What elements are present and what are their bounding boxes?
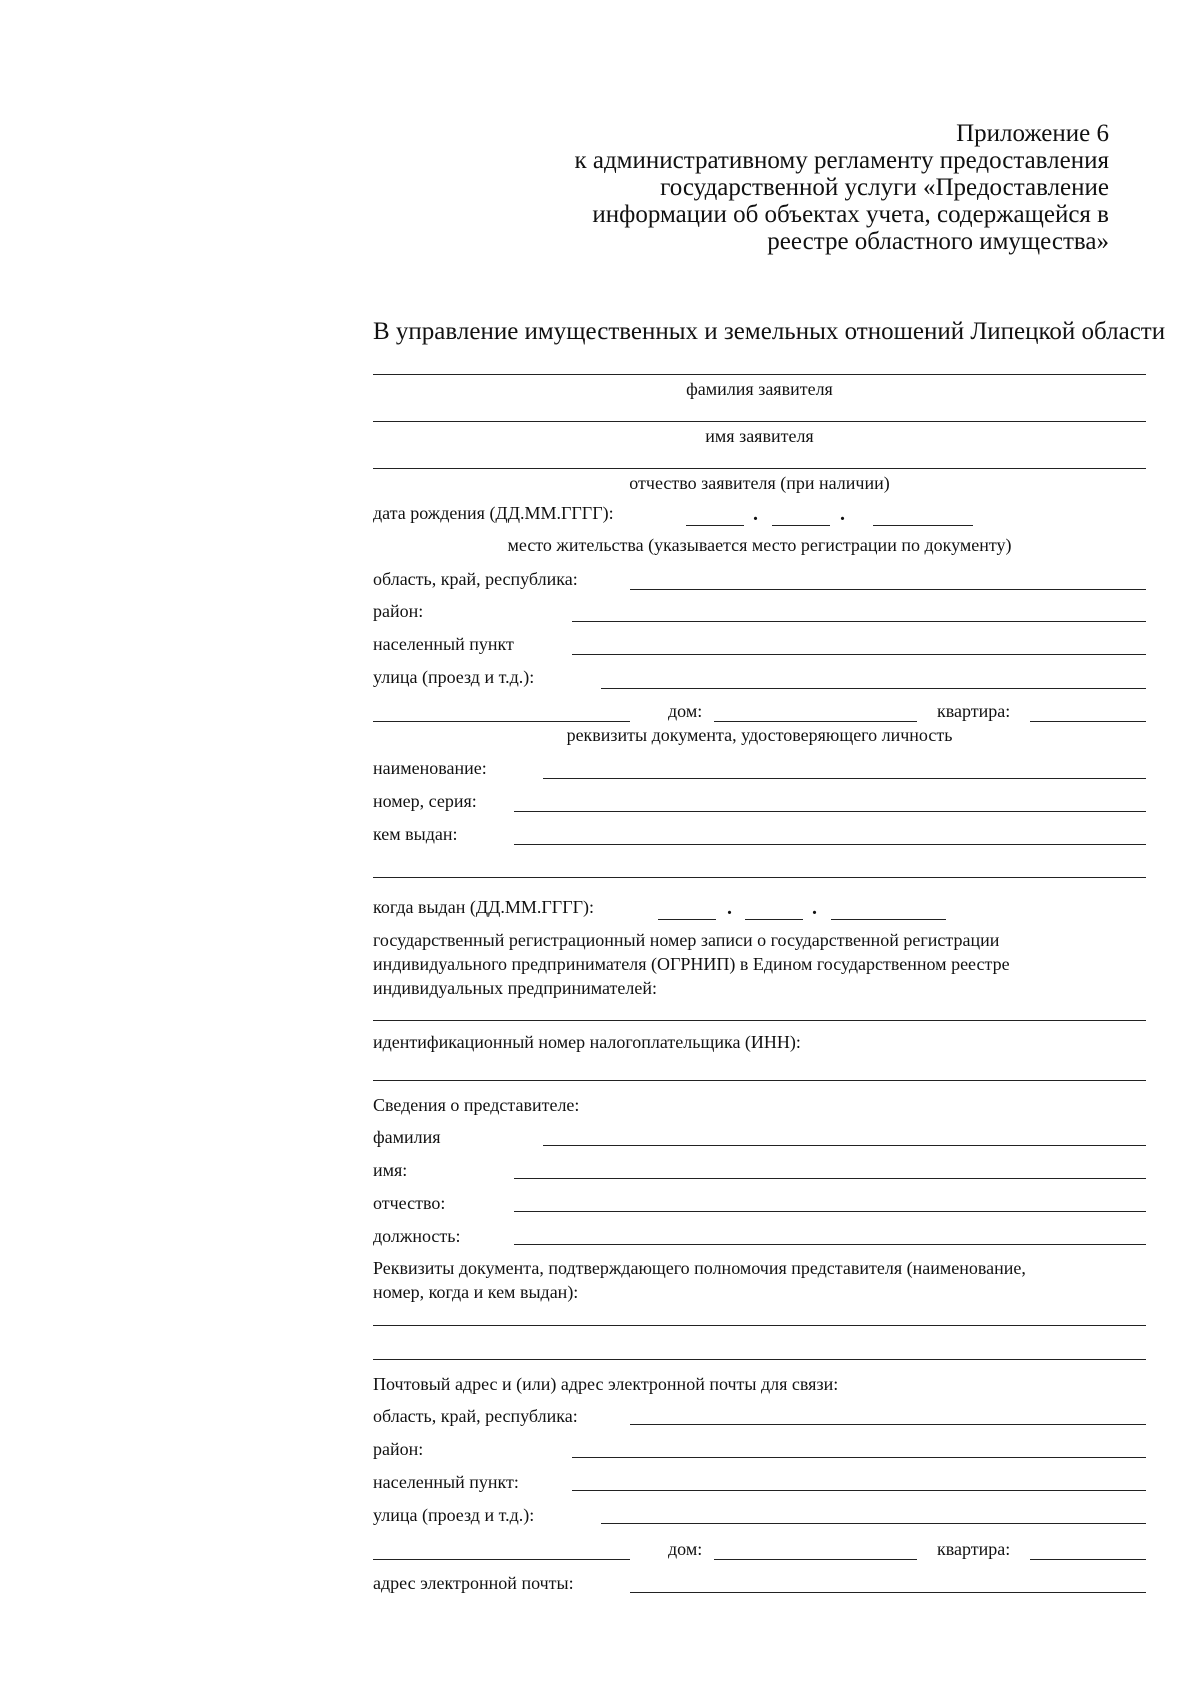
- contact-street-continuation-field[interactable]: [373, 1559, 630, 1560]
- birth-year-field[interactable]: [873, 525, 973, 526]
- surname-field[interactable]: [373, 374, 1146, 375]
- addressee: В управление имущественных и земельных отношений Липецкой области: [373, 318, 1166, 345]
- residence-heading: место жительства (указывается место регистрации по документу): [507, 535, 1012, 555]
- appendix-subtitle-4: реестре областного имущества»: [767, 228, 1109, 255]
- doc-name-field[interactable]: [543, 778, 1146, 779]
- ogrnip-label-line-2: индивидуального предпринимателя (ОГРНИП) в Едином государственном реестре: [373, 954, 1010, 974]
- contact-region-label: область, край, республика:: [373, 1406, 578, 1426]
- surname-caption: фамилия заявителя: [686, 379, 833, 399]
- street-label: улица (проезд и т.д.):: [373, 667, 535, 687]
- rep-name-label: имя:: [373, 1160, 408, 1180]
- rep-position-label: должность:: [373, 1226, 461, 1246]
- contact-apartment-label: квартира:: [937, 1539, 1011, 1559]
- street-continuation-field[interactable]: [373, 721, 630, 722]
- contact-locality-label: населенный пункт:: [373, 1472, 519, 1492]
- rep-patronymic-label: отчество:: [373, 1193, 446, 1213]
- inn-field[interactable]: [373, 1080, 1146, 1081]
- region-label: область, край, республика:: [373, 569, 578, 589]
- district-field[interactable]: [572, 621, 1146, 622]
- authority-doc-label-line-2: номер, когда и кем выдан):: [373, 1282, 579, 1302]
- appendix-subtitle-2: государственной услуги «Предоставление: [660, 174, 1109, 201]
- patronymic-field[interactable]: [373, 468, 1146, 469]
- rep-patronymic-field[interactable]: [514, 1211, 1146, 1212]
- issued-by-label: кем выдан:: [373, 824, 458, 844]
- name-caption: имя заявителя: [705, 426, 814, 446]
- ogrnip-label-line-1: государственный регистрационный номер записи о государственной регистрации: [373, 930, 1000, 950]
- rep-surname-field[interactable]: [543, 1145, 1146, 1146]
- ogrnip-field[interactable]: [373, 1020, 1146, 1021]
- locality-field[interactable]: [572, 654, 1146, 655]
- apartment-field[interactable]: [1030, 721, 1146, 722]
- house-field[interactable]: [714, 721, 917, 722]
- apartment-label: квартира:: [937, 701, 1011, 721]
- house-label: дом:: [668, 701, 703, 721]
- doc-number-field[interactable]: [514, 811, 1146, 812]
- contact-district-label: район:: [373, 1439, 424, 1459]
- patronymic-caption: отчество заявителя (при наличии): [629, 473, 890, 493]
- contact-house-label: дом:: [668, 1539, 703, 1559]
- ogrnip-label-line-3: индивидуальных предпринимателей:: [373, 978, 658, 998]
- id-document-heading: реквизиты документа, удостоверяющего личность: [566, 725, 953, 745]
- inn-label: идентификационный номер налогоплательщика (ИНН):: [373, 1032, 801, 1052]
- issued-year-field[interactable]: [831, 919, 946, 920]
- contact-locality-field[interactable]: [572, 1490, 1146, 1491]
- doc-name-label: наименование:: [373, 758, 487, 778]
- name-field[interactable]: [373, 421, 1146, 422]
- rep-position-field[interactable]: [514, 1244, 1146, 1245]
- email-label: адрес электронной почты:: [373, 1573, 574, 1593]
- street-field[interactable]: [601, 688, 1146, 689]
- issued-month-field[interactable]: [745, 919, 803, 920]
- date-separator: .: [840, 503, 845, 525]
- appendix-title: Приложение 6: [956, 120, 1109, 147]
- region-field[interactable]: [630, 589, 1146, 590]
- issued-by-continuation-field[interactable]: [373, 877, 1146, 878]
- date-separator: .: [753, 503, 758, 525]
- locality-label: населенный пункт: [373, 634, 514, 654]
- appendix-subtitle-1: к административному регламенту предоставления: [574, 147, 1109, 174]
- authority-doc-field-2[interactable]: [373, 1359, 1146, 1360]
- date-separator: .: [727, 897, 732, 919]
- doc-number-label: номер, серия:: [373, 791, 477, 811]
- rep-name-field[interactable]: [514, 1178, 1146, 1179]
- birth-date-label: дата рождения (ДД.ММ.ГГГГ):: [373, 503, 614, 523]
- birth-month-field[interactable]: [772, 525, 830, 526]
- email-field[interactable]: [630, 1592, 1146, 1593]
- contact-district-field[interactable]: [572, 1457, 1146, 1458]
- representative-heading: Сведения о представителе:: [373, 1095, 580, 1115]
- rep-surname-label: фамилия: [373, 1127, 441, 1147]
- birth-day-field[interactable]: [686, 525, 744, 526]
- contact-house-field[interactable]: [714, 1559, 917, 1560]
- district-label: район:: [373, 601, 424, 621]
- contact-street-field[interactable]: [601, 1523, 1146, 1524]
- authority-doc-field-1[interactable]: [373, 1325, 1146, 1326]
- authority-doc-label-line-1: Реквизиты документа, подтверждающего полномочия представителя (наименование,: [373, 1258, 1026, 1278]
- issued-by-field[interactable]: [514, 844, 1146, 845]
- contact-apartment-field[interactable]: [1030, 1559, 1146, 1560]
- issued-day-field[interactable]: [658, 919, 716, 920]
- issued-date-label: когда выдан (ДД.ММ.ГГГГ):: [373, 897, 595, 917]
- contact-street-label: улица (проезд и т.д.):: [373, 1505, 535, 1525]
- contact-heading: Почтовый адрес и (или) адрес электронной почты для связи:: [373, 1374, 839, 1394]
- date-separator: .: [812, 897, 817, 919]
- appendix-subtitle-3: информации об объектах учета, содержащейся в: [592, 201, 1109, 228]
- contact-region-field[interactable]: [630, 1424, 1146, 1425]
